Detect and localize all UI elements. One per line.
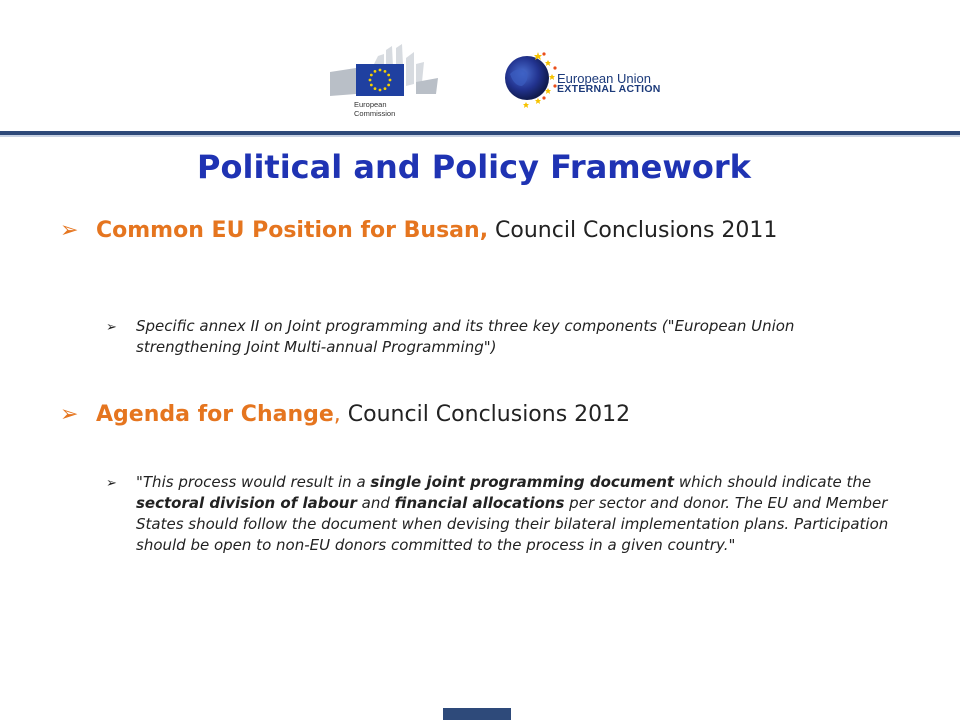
eu-star [389, 79, 392, 82]
bullet-common-position [60, 216, 880, 246]
quote-bold: sectoral division of labour [136, 494, 357, 512]
quote-bold: single joint programming document [370, 473, 675, 491]
quote-part: and [356, 494, 395, 512]
slide-header [0, 0, 960, 132]
eeas-text-line1: European Union [557, 71, 651, 86]
quote-part: which should indicate the [674, 473, 872, 491]
eu-star [387, 74, 390, 77]
eu-star [374, 87, 377, 90]
sub-bullet-text [106, 472, 896, 556]
arrow-bullet-icon: ➢ [106, 476, 117, 491]
eu-star [370, 84, 373, 87]
quote-bold: financial allocations [394, 494, 565, 512]
globe-icon [500, 46, 560, 110]
eu-star [387, 84, 390, 87]
eeas-text-line2: EXTERNAL ACTION [557, 83, 661, 95]
footer-tab [443, 708, 511, 720]
bullet-comma: , [333, 402, 341, 427]
bullet-highlight: Agenda for Change [96, 402, 334, 427]
arrow-bullet-icon: ➢ [106, 320, 117, 335]
eeas-logo [500, 46, 700, 110]
eu-star [379, 69, 382, 72]
ec-text-line1: European [354, 100, 387, 109]
bullet-text [60, 400, 880, 430]
sub-bullet-annex [106, 316, 896, 358]
eu-star [384, 70, 387, 73]
arrow-bullet-icon: ➢ [60, 218, 79, 243]
arrow-bullet-icon: ➢ [60, 402, 79, 427]
bullet-highlight: Common EU Position for Busan, [96, 218, 489, 243]
quote-part: per sector and donor. The EU and Member States should follow the document when devising their bilateral implementation plans. Participation should be open to non-EU donors committed to the process in a given country." [136, 494, 889, 554]
bullet-text [60, 216, 880, 246]
eu-star [379, 89, 382, 92]
bullet-agenda-for-change [60, 400, 880, 430]
header-divider-shadow [0, 135, 960, 137]
eu-star [374, 70, 377, 73]
ec-text-line2: Commission [354, 109, 396, 118]
eu-star [369, 79, 372, 82]
bullet-rest: Council Conclusions 2012 [340, 402, 631, 427]
eu-star [370, 74, 373, 77]
quote-part: "This process would result in a [136, 473, 371, 491]
european-commission-wordmark [354, 100, 395, 118]
eu-star [384, 87, 387, 90]
bullet-rest: Council Conclusions 2011 [488, 218, 778, 243]
slide-title: Political and Policy Framework [197, 148, 751, 186]
sub-bullet-text: Specific annex II on Joint programming and its three key components ("European Union strengthening Joint Multi-annual Programming") [136, 317, 795, 356]
sub-bullet-quote [106, 472, 896, 556]
